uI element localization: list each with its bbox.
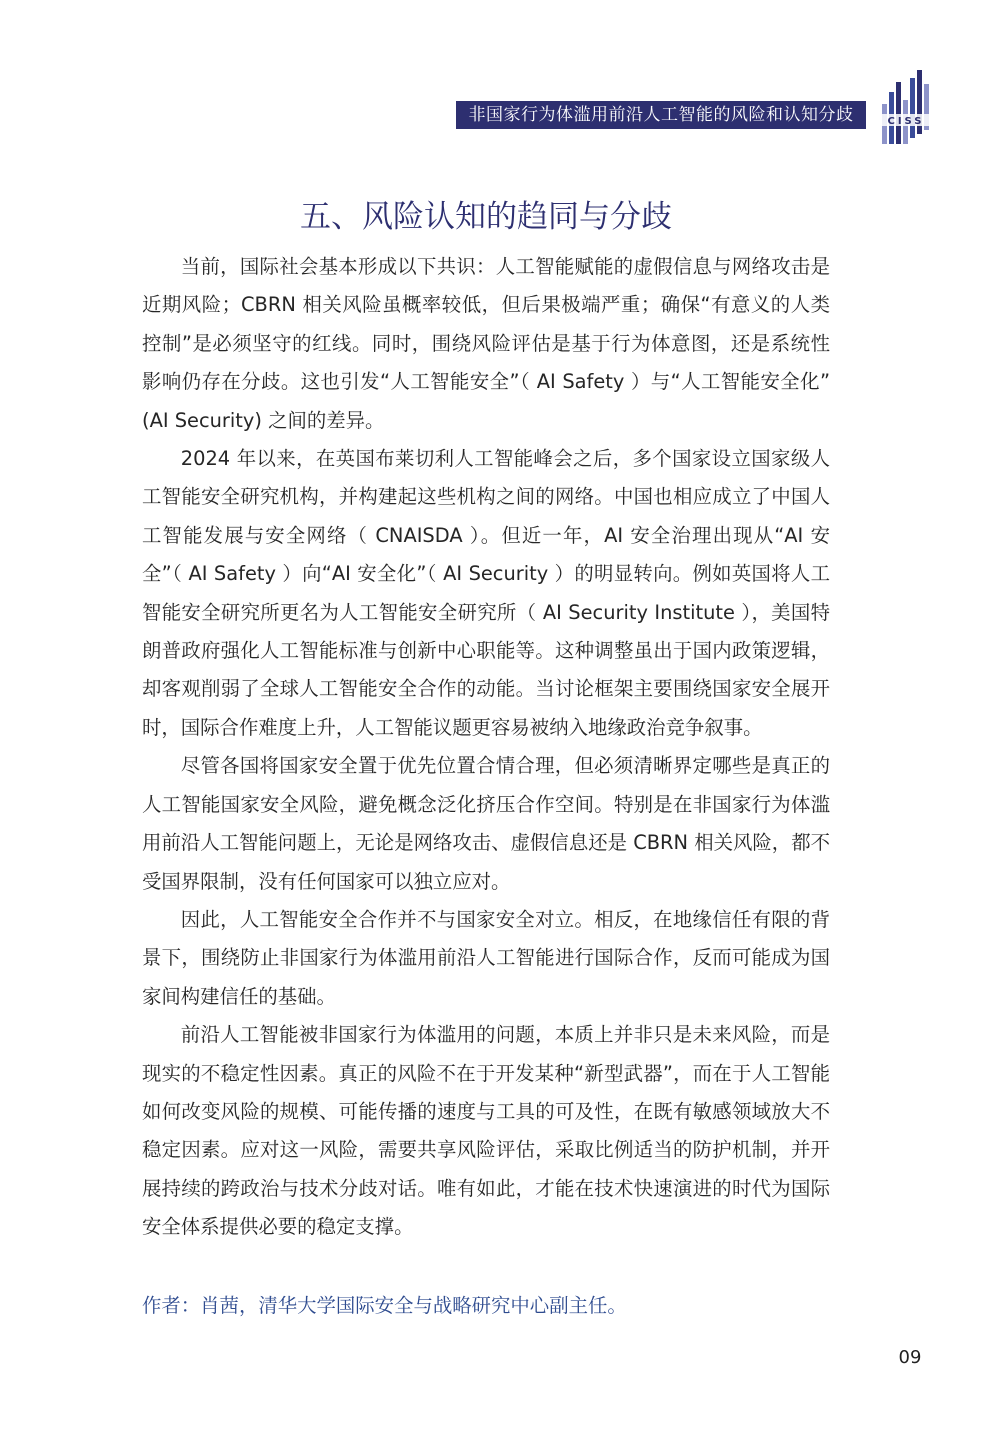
logo-bar-5: [910, 78, 915, 138]
paragraph-3: 尽管各国将国家安全置于优先位置合情合理，但必须清晰界定哪些是真正的人工智能国家安全风险，避免概念泛化挤压合作空间。特别是在非国家行为体滥用前沿人工智能问题上，无论是网络攻击、虚假信息还是 CBRN 相关风险，都不受国界限制，没有任何国家可以独立应对。: [142, 754, 830, 893]
author-note: 作者：肖茜，清华大学国际安全与战略研究中心副主任。: [142, 1294, 627, 1317]
paragraph-4: 因此，人工智能安全合作并不与国家安全对立。相反，在地缘信任有限的背景下，围绕防止非国家行为体滥用前沿人工智能进行国际合作，反而可能成为国家间构建信任的基础。: [142, 907, 830, 1008]
logo-bar-3: [896, 82, 901, 144]
page-number: 09: [898, 1347, 922, 1368]
paragraph-5: 前沿人工智能被非国家行为体滥用的问题，本质上并非只是未来风险，而是现实的不稳定性因素。真正的风险不在于开发某种“新型武器”，而在于人工智能如何改变风险的规模、可能传播的速度与工具的可及性，在既有敏感领域放大不稳定因素。应对这一风险，需要共享风险评估，采取比例适当的防护机制，并开展持续的跨政治与技术分歧对话。唯有如此，才能在技术快速演进的时代为国际安全体系提供必要的稳定支撑。: [142, 1023, 830, 1239]
paragraph-1: 当前，国际社会基本形成以下共识：人工智能赋能的虚假信息与网络攻击是近期风险；CBRN 相关风险虽概率较低，但后果极端严重；确保“有意义的人类控制”是必须坚守的红线。同时，围绕风险评估是基于行为体意图，还是系统性影响仍存在分歧。这也引发“人工智能安全”（ AI Safety ）与“人工智能安全化” (AI Security) 之间的差异。: [142, 255, 830, 432]
section-title: 五、风险认知的趋同与分歧: [300, 199, 672, 235]
paragraph-2: 2024 年以来，在英国布莱切利人工智能峰会之后，多个国家设立国家级人工智能安全研究机构，并构建起这些机构之间的网络。中国也相应成立了中国人工智能发展与安全网络（ CNAISDA ）。但近一年，AI 安全治理出现从“AI 安全”（ AI Safety ）向“AI 安全化”（ AI Security ）的明显转向。例如英国将人工智能安全研究所更名为人工智能安全研究所（ AI Security Institute ），美国特朗普政府强化人工智能标准与创新中心职能等。这种调整虽出于国内政策逻辑，却客观削弱了全球人工智能安全合作的动能。当讨论框架主要围绕国家安全展开时，国际合作难度上升，人工智能议题更容易被纳入地缘政治竞争叙事。: [142, 447, 830, 739]
logo-text: CISS: [887, 116, 925, 127]
running-header: 非国家行为体滥用前沿人工智能的风险和认知分歧: [456, 101, 866, 129]
body-text: [142, 248, 830, 1247]
ciss-logo: [880, 70, 932, 144]
